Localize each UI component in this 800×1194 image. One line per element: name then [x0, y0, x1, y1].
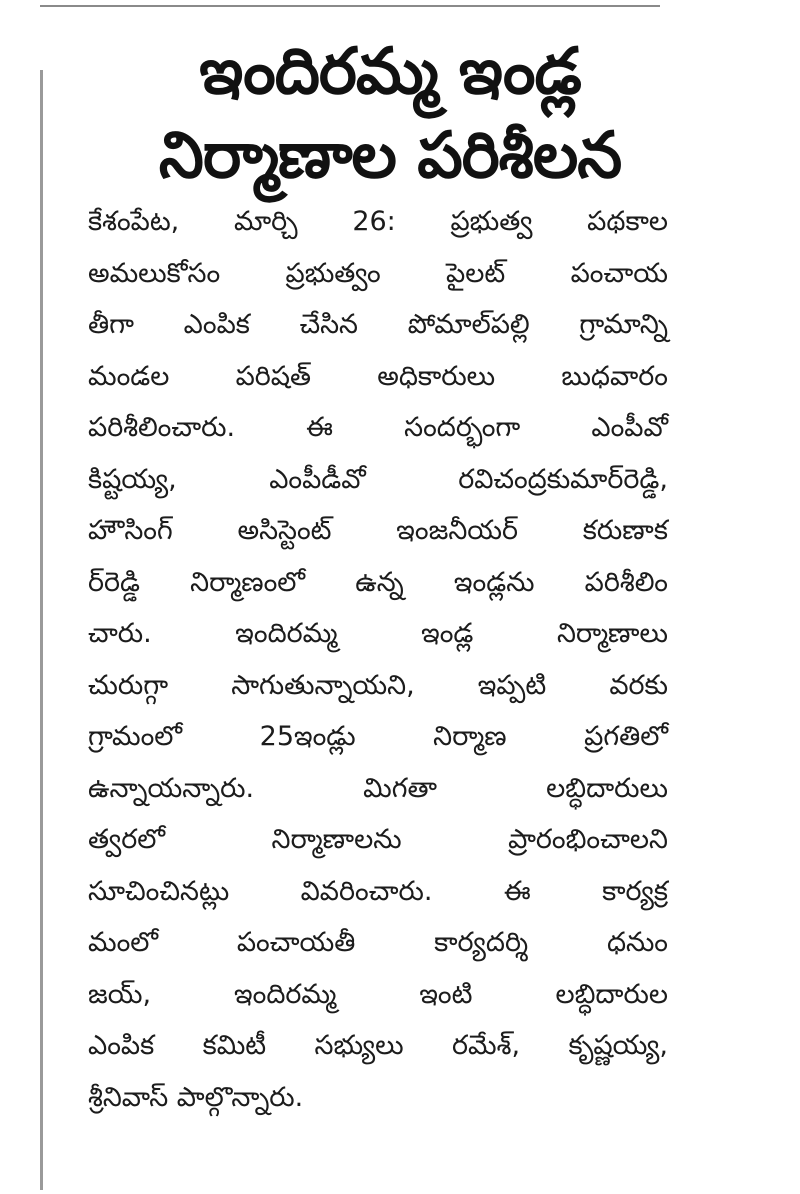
article-line: కిష్టయ్య, ఎంపీడీవో రవిచంద్రకుమార్‌రెడ్డి,	[88, 463, 668, 495]
article-body	[88, 196, 668, 1123]
article-line: హౌసింగ్ అసిస్టెంట్ ఇంజనీయర్ కరుణాక	[88, 515, 668, 546]
top-divider-line	[40, 5, 660, 7]
article-line: తీగా ఎంపిక చేసిన పోమాల్‌పల్లి గ్రామాన్ని	[88, 309, 668, 340]
article-line: శ్రీనివాస్ పాల్గొన్నారు.	[88, 1081, 304, 1113]
headline-line-2: నిర్మాణాల పరిశీలన	[158, 119, 622, 193]
article-line: మంలో పంచాయతీ కార్యదర్శి ధనుం	[88, 927, 668, 958]
article-line: గ్రామంలో 25ఇండ్లు నిర్మాణ ప్రగతిలో	[88, 721, 668, 752]
headline-line-1: ఇందిరమ్మ ఇండ్ల	[199, 35, 581, 109]
article-line: ర్‌రెడ్డి నిర్మాణంలో ఉన్న ఇండ్లను పరిశీలిం	[88, 566, 668, 598]
article-line: త్వరలో నిర్మాణాలను ప్రారంభించాలని	[88, 824, 668, 855]
article-line: చురుగ్గా సాగుతున్నాయని, ఇప్పటి వరకు	[88, 669, 668, 701]
article-line: కేశంపేట, మార్చి 26: ప్రభుత్వ పథకాల	[88, 206, 668, 237]
headline	[70, 30, 710, 198]
article-line: ఎంపిక కమిటీ సభ్యులు రమేశ్, కృష్ణయ్య,	[88, 1030, 668, 1061]
article-line: పరిశీలించారు. ఈ సందర్భంగా ఎంపీవో	[88, 412, 668, 443]
article-line: చారు. ఇందిరమ్మ ఇండ్ల నిర్మాణాలు	[88, 618, 668, 649]
article-line: జయ్, ఇందిరమ్మ ఇంటి లబ్ధిదారుల	[88, 978, 668, 1010]
article-line: సూచించినట్లు వివరించారు. ఈ కార్యక్ర	[88, 875, 668, 907]
article-line: ఉన్నాయన్నారు. మిగతా లబ్ధిదారులు	[88, 772, 668, 804]
article-line: అమలుకోసం ప్రభుత్వం పైలట్ పంచాయ	[88, 257, 668, 289]
column-divider-line	[40, 70, 43, 1190]
article-line: మండల పరిషత్ అధికారులు బుధవారం	[88, 360, 668, 392]
